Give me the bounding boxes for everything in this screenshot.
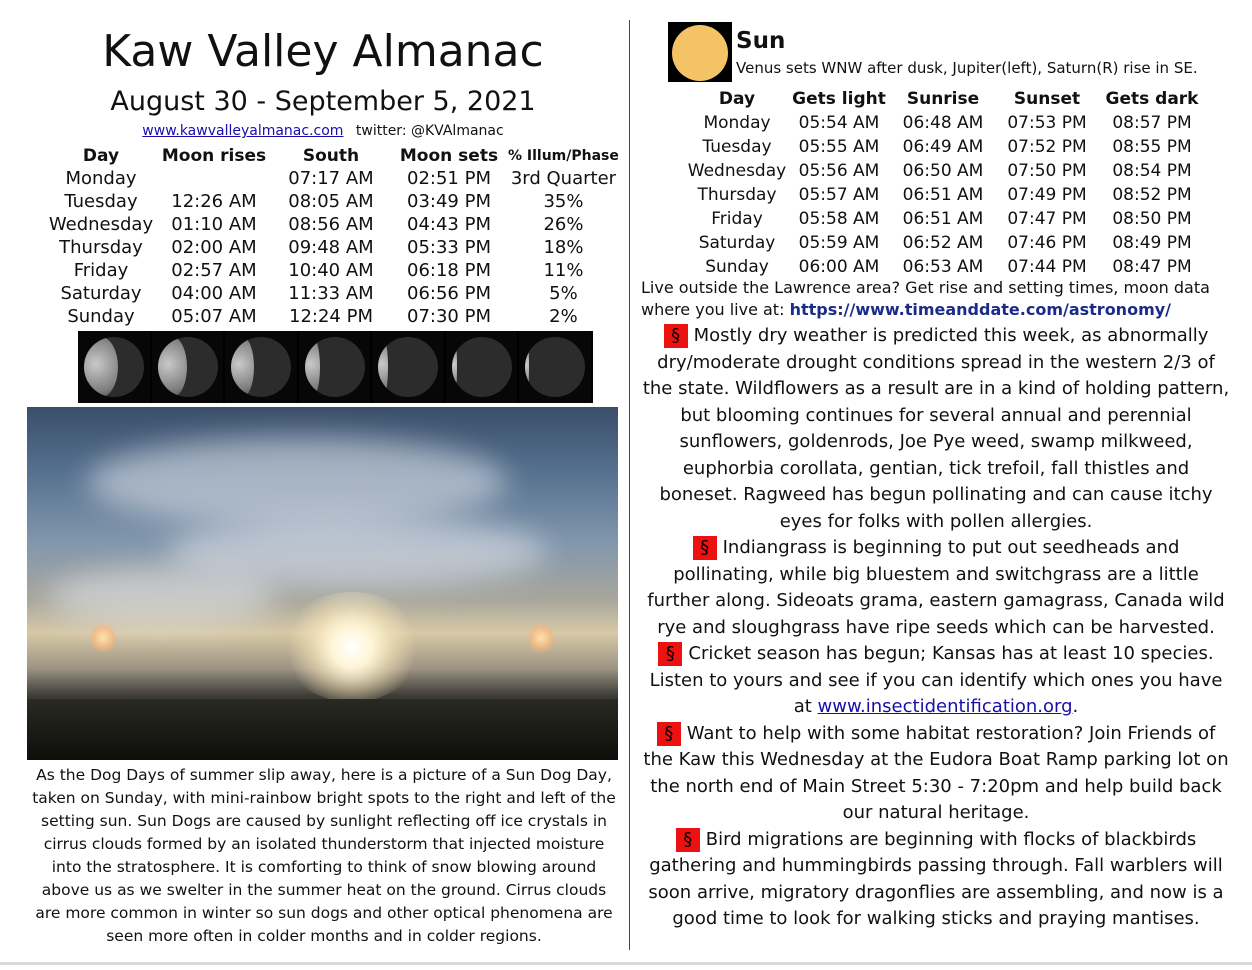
- sun-col-sunrise: Sunrise: [906, 89, 980, 109]
- weekly-notes: [641, 323, 1231, 933]
- moon-table: [46, 144, 619, 328]
- sun-col-gets-dark: Gets dark: [1105, 89, 1199, 109]
- moon-south: 11:33 AM: [288, 283, 374, 304]
- table-row: [687, 111, 1205, 135]
- moon-day: Sunday: [67, 306, 135, 327]
- sun-dark: 08:55 PM: [1112, 137, 1192, 157]
- moon-col-south: South: [302, 145, 360, 166]
- cloud-shape: [47, 567, 277, 627]
- table-row: [46, 282, 619, 305]
- table-row: [46, 213, 619, 236]
- sun-col-gets-light: Gets light: [792, 89, 886, 109]
- sun-dark: 08:54 PM: [1112, 161, 1192, 181]
- moon-illum: 11%: [543, 260, 584, 281]
- moon-phase-image: [225, 331, 297, 403]
- moon-day: Saturday: [60, 283, 142, 304]
- moon-rise: 02:57 AM: [171, 260, 257, 281]
- table-row: [687, 207, 1205, 231]
- sun-table: [687, 87, 1205, 279]
- sun-light: 05:56 AM: [798, 161, 880, 181]
- note-text: Want to help with some habitat restoration? Join Friends of the Kaw this Wednesday at the Eudora Boat Ramp parking lot on the north end of Main Street 5:30 - 7:20pm and help build back our natural heritage.: [643, 722, 1229, 823]
- section-mark-icon: §: [657, 722, 681, 746]
- moon-set: 04:43 PM: [407, 214, 491, 235]
- table-row: [46, 236, 619, 259]
- sun-set: 07:53 PM: [1007, 113, 1087, 133]
- moon-rise: [156, 167, 272, 190]
- note-crickets: [641, 641, 1231, 721]
- table-row: [46, 167, 619, 190]
- note-text: Cricket season has begun; Kansas has at least 10 species. Listen to yours and see if you can identify which ones you have at: [649, 643, 1223, 717]
- note-grasses: [641, 535, 1231, 641]
- moon-south: 10:40 AM: [288, 260, 374, 281]
- sun-set: 07:44 PM: [1007, 257, 1087, 277]
- note-weather: [641, 323, 1231, 535]
- moon-disc: [84, 337, 144, 397]
- sun-light: 06:00 AM: [798, 257, 880, 277]
- sun-light: 05:59 AM: [798, 233, 880, 253]
- note-text: Bird migrations are beginning with flocks of blackbirds gathering and hummingbirds passing through. Fall warblers will soon arrive, migratory dragonflies are assembling, and now is a good time to look for walking sticks and praying mantises.: [648, 828, 1224, 929]
- note-text-end: .: [1072, 696, 1079, 717]
- moon-set: 05:33 PM: [407, 237, 491, 258]
- sun-heading: Sun: [736, 28, 786, 54]
- moon-lit-crescent: [452, 337, 457, 397]
- column-divider: [629, 20, 630, 950]
- section-mark-icon: §: [658, 642, 682, 666]
- moon-disc: [378, 337, 438, 397]
- insect-id-link[interactable]: www.insectidentification.org: [817, 696, 1073, 717]
- sun-rise: 06:52 AM: [902, 233, 984, 253]
- sun-day: Wednesday: [687, 161, 787, 181]
- moon-phase-image: [152, 331, 224, 403]
- moon-south: 12:24 PM: [289, 306, 373, 327]
- sun-rise: 06:51 AM: [902, 209, 984, 229]
- moon-col-rises: Moon rises: [161, 145, 267, 166]
- sun-col-day: Day: [718, 89, 756, 109]
- moon-disc: [305, 337, 365, 397]
- moon-south: 07:17 AM: [288, 168, 374, 189]
- date-range: August 30 - September 5, 2021: [110, 86, 536, 117]
- moon-lit-crescent: [525, 337, 529, 397]
- moon-rise: 05:07 AM: [171, 306, 257, 327]
- website-link[interactable]: www.kawvalleyalmanac.com: [142, 123, 344, 139]
- table-row: [46, 305, 619, 328]
- note-birds: [641, 827, 1231, 933]
- moon-illum: 5%: [549, 283, 578, 304]
- sun-disc: [672, 25, 728, 81]
- moon-set: 02:51 PM: [407, 168, 491, 189]
- table-row: [46, 259, 619, 282]
- horizon-treeline: [27, 699, 618, 760]
- moon-rise: 12:26 AM: [171, 191, 257, 212]
- sun-day: Friday: [711, 209, 763, 229]
- left-sun-dog: [91, 621, 115, 655]
- moon-table-header: [46, 144, 619, 167]
- moon-phase-strip: [78, 331, 593, 403]
- live-outside-text: Live outside the Lawrence area? Get rise and setting times, moon data where you live at:: [641, 278, 1210, 319]
- sun-rise: 06:51 AM: [902, 185, 984, 205]
- moon-south: 09:48 AM: [288, 237, 374, 258]
- moon-illum: 26%: [543, 214, 584, 235]
- table-row: [687, 135, 1205, 159]
- sun-light: 05:58 AM: [798, 209, 880, 229]
- moon-illum: 35%: [543, 191, 584, 212]
- cloud-shape: [87, 437, 507, 527]
- table-row: [46, 190, 619, 213]
- timeanddate-link[interactable]: https://www.timeanddate.com/astronomy/: [789, 300, 1172, 319]
- sun-day: Sunday: [705, 257, 769, 277]
- moon-disc: [452, 337, 512, 397]
- section-mark-icon: §: [676, 828, 700, 852]
- sun-day: Tuesday: [702, 137, 772, 157]
- moon-col-illum: % Illum/Phase: [508, 147, 619, 164]
- section-mark-icon: §: [693, 536, 717, 560]
- moon-day: Friday: [73, 260, 129, 281]
- moon-lit-crescent: [158, 337, 187, 397]
- sun-dark: 08:50 PM: [1112, 209, 1192, 229]
- right-sun-dog: [529, 621, 553, 655]
- note-restoration: [641, 721, 1231, 827]
- sun-day: Saturday: [698, 233, 776, 253]
- moon-col-sets: Moon sets: [399, 145, 499, 166]
- sun-table-header: [687, 87, 1205, 111]
- moon-rise: 04:00 AM: [171, 283, 257, 304]
- table-row: [687, 159, 1205, 183]
- sun-dark: 08:47 PM: [1112, 257, 1192, 277]
- moon-disc: [231, 337, 291, 397]
- moon-illum: 3rd Quarter: [510, 168, 617, 189]
- moon-disc: [525, 337, 585, 397]
- setting-sun: [282, 592, 422, 702]
- moon-day: Monday: [65, 168, 137, 189]
- moon-day: Tuesday: [64, 191, 138, 212]
- sun-rise: 06:49 AM: [902, 137, 984, 157]
- sun-light: 05:54 AM: [798, 113, 880, 133]
- moon-day: Thursday: [59, 237, 143, 258]
- moon-day: Wednesday: [48, 214, 154, 235]
- sun-rise: 06:50 AM: [902, 161, 984, 181]
- sun-dog-photo: [27, 407, 618, 760]
- sun-set: 07:47 PM: [1007, 209, 1087, 229]
- moon-phase-image: [519, 331, 591, 403]
- photo-caption: As the Dog Days of summer slip away, here is a picture of a Sun Dog Day, taken on Sunday, with mini-rainbow bright spots to the right and left of the setting sun. Sun Dogs are caused by sunlight reflecting off ice crystals in cirrus clouds formed by an isolated thunderstorm that injected moisture into the stratosphere. It is comforting to think of snow blowing around above us as we swelter in the summer heat on the ground. Cirrus clouds are more common in winter so sun dogs and other optical phenomena are seen more often in colder months and in colder regions.: [32, 766, 616, 945]
- moon-illum: 18%: [543, 237, 584, 258]
- moon-set: 06:18 PM: [407, 260, 491, 281]
- note-text: Mostly dry weather is predicted this week, as abnormally dry/moderate drought conditions spread in the western 2/3 of the state. Wildflowers as a result are in a kind of holding pattern, but blooming continues for several annual and perennial sunflowers, goldenrods, Joe Pye weed, swamp milkweed, euphorbia corollata, gentian, tick trefoil, fall thistles and boneset. Ragweed has begun pollinating and can cause itchy eyes for folks with pollen allergies.: [642, 325, 1230, 532]
- moon-set: 03:49 PM: [407, 191, 491, 212]
- sun-light: 05:57 AM: [798, 185, 880, 205]
- moon-disc: [158, 337, 218, 397]
- sun-light: 05:55 AM: [798, 137, 880, 157]
- almanac-title: Kaw Valley Almanac: [102, 26, 544, 77]
- moon-lit-crescent: [378, 337, 388, 397]
- table-row: [687, 255, 1205, 279]
- moon-lit-crescent: [84, 337, 118, 397]
- sun-dark: 08:52 PM: [1112, 185, 1192, 205]
- header-links: [28, 122, 618, 140]
- sun-dark: 08:57 PM: [1112, 113, 1192, 133]
- moon-col-day: Day: [82, 145, 120, 166]
- note-text: Indiangrass is beginning to put out seedheads and pollinating, while big bluestem and switchgrass are a little further along. Sideoats grama, eastern gamagrass, Canada wild rye and sloughgrass have ripe seeds which can be harvested.: [647, 537, 1225, 638]
- sun-set: 07:52 PM: [1007, 137, 1087, 157]
- sun-dark: 08:49 PM: [1112, 233, 1192, 253]
- moon-phase-image: [372, 331, 444, 403]
- page-bottom-rule: [0, 962, 1252, 965]
- moon-set: 06:56 PM: [407, 283, 491, 304]
- sun-set: 07:49 PM: [1007, 185, 1087, 205]
- moon-lit-crescent: [305, 337, 320, 397]
- sun-rise: 06:48 AM: [902, 113, 984, 133]
- moon-phase-image: [299, 331, 371, 403]
- section-mark-icon: §: [664, 324, 688, 348]
- sun-day: Monday: [703, 113, 771, 133]
- moon-south: 08:56 AM: [288, 214, 374, 235]
- live-outside-note: [641, 277, 1241, 321]
- planet-note: Venus sets WNW after dusk, Jupiter(left), Saturn(R) rise in SE.: [736, 59, 1198, 77]
- sun-rise: 06:53 AM: [902, 257, 984, 277]
- sun-col-sunset: Sunset: [1013, 89, 1081, 109]
- moon-phase-image: [446, 331, 518, 403]
- table-row: [687, 183, 1205, 207]
- moon-rise: 01:10 AM: [171, 214, 257, 235]
- sun-set: 07:46 PM: [1007, 233, 1087, 253]
- moon-south: 08:05 AM: [288, 191, 374, 212]
- table-row: [687, 231, 1205, 255]
- sun-day: Thursday: [697, 185, 777, 205]
- moon-illum: 2%: [549, 306, 578, 327]
- moon-set: 07:30 PM: [407, 306, 491, 327]
- twitter-handle: twitter: @KVAlmanac: [355, 123, 504, 139]
- moon-rise: 02:00 AM: [171, 237, 257, 258]
- sun-set: 07:50 PM: [1007, 161, 1087, 181]
- moon-phase-image: [78, 331, 150, 403]
- sun-icon: [668, 22, 732, 82]
- moon-lit-crescent: [231, 337, 254, 397]
